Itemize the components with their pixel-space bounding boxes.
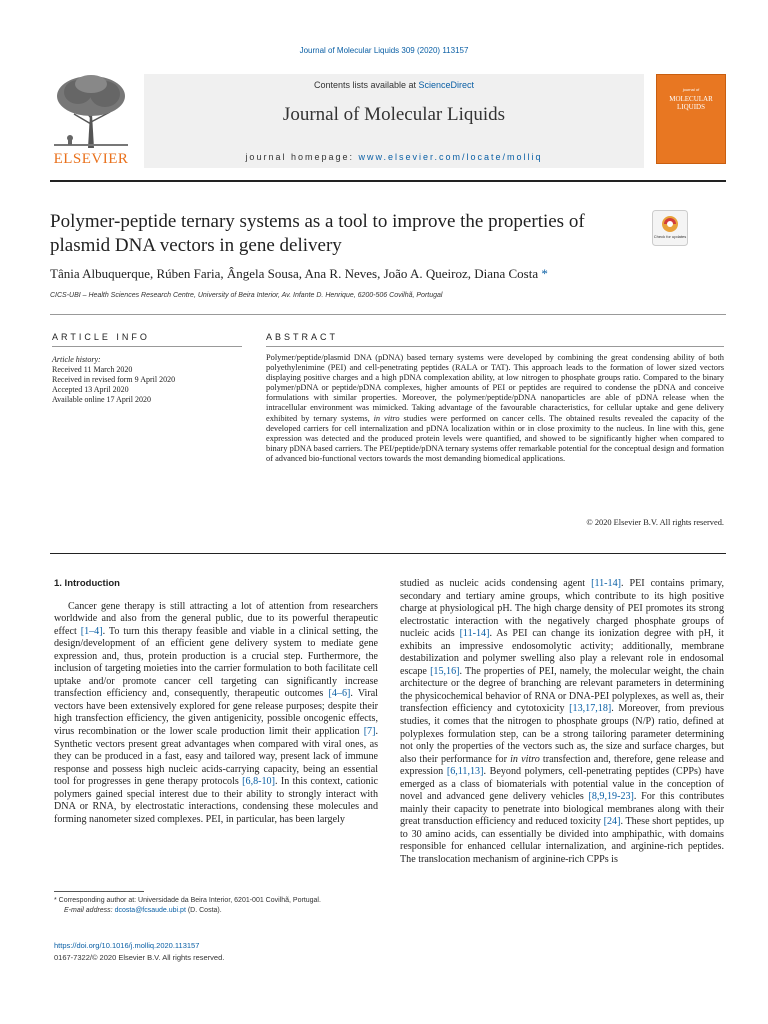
abstract-text: Polymer/peptide/plasmid DNA (pDNA) based ternary systems were developed by combining the great condensing ability of both polyethylenimine (PEI) and cell-penetrating peptides (RALA or TAT). This approach leads to the formation of lower sized vectors displaying positive charges and a high pDNA complexation ability, at low nitrogen to phosphate groups ratio. Compared to the binary polymer/pDNA or peptide/pDNA complexes, higher amounts of PEI or peptides are required to condense the pDNA and conceive formulations with similar properties. Moreover, the polymer/peptide/pDNA nanoparticles are able of pDNA release when the intracellular environment was mimicked. Taking advantage of the favourable characteristics, for cellular uptake and gene delivery exhibited by ternary systems, in vitro studies were performed on cancer cells. The obtained results revealed the capacity of the developed carriers for cell internalization and pDNA localization within or in close proximity to the nucleus. In line with this, gene expression was detected and the produced protein levels were quantified, and showed to be significantly higher when compared to binary pDNA based carriers. The PEI/peptide/pDNA ternary systems offer remarkable potential for the conceptual design and formation of advanced bio-functional vectors towards the most demanding biomedical applications.: [266, 353, 724, 463]
footnote: * Corresponding author at: Universidade da Beira Interior, 6201-001 Covilhã, Portugal. E-mail address: dcosta@fcsaude.ubi.pt (D. Costa).: [54, 897, 321, 914]
tree-icon: [50, 74, 132, 150]
citation-link[interactable]: [7]: [363, 726, 376, 738]
elsevier-wordmark: ELSEVIER: [53, 151, 129, 167]
body-column-left: [54, 578, 378, 826]
check-for-updates-badge[interactable]: [652, 210, 688, 246]
body-text: transfection and, therefore, gene release and expression: [400, 753, 724, 778]
masthead: [50, 74, 726, 168]
citation-link[interactable]: [24]: [603, 816, 621, 828]
journal-banner: [144, 74, 644, 168]
body-text: . PEI contains primary, secondary and tertiary amine groups, which contribute to its high positive charge at physiological pH. The high charge density of PEI promotes its strong electrostatic interaction with the negatively charged phosphate groups of nucleic acids: [400, 578, 724, 640]
body-text: . As PEI can change its ionization degree with pH, it exhibits an impressive endosomolytic activity; additionally, membrane destabilization and polymer swelling also play a relevant role in endosomal escape: [400, 628, 724, 677]
body-text: studied as nucleic acids condensing agent: [400, 578, 592, 589]
citation-link[interactable]: [6,8-10]: [242, 776, 275, 788]
body-text: . Synthetic vectors present great advantages when compared with viral ones, as they can be produced in a fast, easy and tailored way, present lack of immune response and possess high nucleic acids-carrying capacity, being an essential tool for progresses in gene therapy protocols: [54, 726, 378, 788]
doi-link[interactable]: https://doi.org/10.1016/j.molliq.2020.113157: [54, 941, 200, 950]
citation-link[interactable]: [6,11,13]: [446, 766, 484, 778]
body-text: . The properties of PEI, namely, the molecular weight, the chain architecture or the degree of branching are relevant parameters in determining the physicochemical behavior of RNA or DNA-PEI polyplexes, as well as, their transfection efficiency and cytotoxicity: [400, 665, 724, 715]
body-text: . Moreover, from previous studies, it comes that the nitrogen to phosphate groups (N/P) ratio, defined at polyplexes formulation step, can be a strong tailoring parameter determining not only the properties of the vectors such as, the size and surface charges, but also their performance for: [400, 703, 724, 765]
author-list: Tânia Albuquerque, Rúben Faria, Ângela Sousa, Ana R. Neves, João A. Queiroz, Diana Costa *: [50, 266, 548, 281]
affiliation: CICS-UBI – Health Sciences Research Centre, University of Beira Interior, Av. Infante D. Henrique, 6200-506 Covilhã, Portugal: [50, 292, 443, 299]
body-text: . These short peptides, up to 30 amino acids, can essentially be divided into amphipathic, with domains responsible for enhanced cellular internalization, and arginine-rich peptides. The translocation mechanism of arginine-rich CPPs is: [400, 816, 724, 866]
body-text: . For this contributes mainly their capacity to penetrate into biological membranes along with their great transduction efficiency and reduced toxicity: [400, 791, 724, 828]
journal-reference[interactable]: Journal of Molecular Liquids 309 (2020) 113157: [299, 46, 469, 55]
footnote-rule: [54, 891, 144, 892]
article-title: Polymer-peptide ternary systems as a tool to improve the properties of plasmid DNA vectors in gene delivery: [50, 211, 585, 256]
issn-line: 0167-7322/© 2020 Elsevier B.V. All rights reserved.: [54, 953, 225, 962]
article-history: Article history: Received 11 March 2020 Received in revised form 9 April 2020 Accepted 13 April 2020 Available online 17 April 2020: [52, 355, 176, 404]
body-text: . Beyond polymers, cell-penetrating peptides (CPPs) have emerged as a class of biomaterials with potential value in the conception of novel and advanced gene delivery vehicles: [400, 766, 724, 803]
citation-link[interactable]: [1–4]: [80, 625, 103, 637]
doi-block: [54, 940, 454, 964]
journal-title: Journal of Molecular Liquids: [282, 104, 506, 125]
article-info-rule: [52, 346, 242, 347]
abstract-bottom-rule: [50, 553, 726, 554]
homepage-line: journal homepage: www.elsevier.com/locate/molliq: [245, 152, 543, 162]
journal-cover-image[interactable]: journal of MOLECULAR LIQUIDS: [656, 74, 726, 164]
homepage-link[interactable]: www.elsevier.com/locate/molliq: [358, 152, 543, 162]
body-text: . In this context, cationic polymers gained special interest due to their ability to strongly interact with DNA or RNA, by electrostatic interactions, condensing these molecules and forming nanometer sized complexes. PEI, in particular, has been largely: [54, 776, 379, 825]
corresponding-author-mark[interactable]: *: [538, 266, 548, 281]
abstract-rule: [266, 346, 724, 347]
intro-paragraph-right: [400, 578, 724, 867]
intro-paragraph-left: [54, 601, 378, 827]
check-badge-label: Check for updates: [653, 234, 687, 239]
citation-link[interactable]: [11-14]: [459, 628, 490, 640]
italic-term: in vitro: [510, 753, 540, 765]
affiliation-rule: [50, 314, 726, 315]
contents-line: Contents lists available at ScienceDirect: [313, 80, 475, 90]
author-email-link[interactable]: dcosta@fcsaude.ubi.pt: [114, 907, 186, 914]
body-column-right: [400, 578, 724, 867]
citation-link[interactable]: [8,9,19-23]: [588, 791, 634, 803]
body-text: . To turn this therapy feasible and viable in a clinical setting, the design/development of an efficient gene delivery system to mediate gene expression and, thus, protein production is a crucial step. Furthermore, the inclusion of targeting moieties into the carrier formulation to both facilitate cell uptake and/or promote cancer cell targeting can significantly increase transfection efficiency and, consequently, therapeutic outcomes: [54, 625, 379, 700]
header-rule: [50, 180, 726, 182]
introduction-heading: 1. Introduction: [54, 578, 120, 589]
citation-link[interactable]: [13,17,18]: [569, 703, 612, 715]
citation-link[interactable]: [11-14]: [591, 578, 621, 589]
body-text: . Viral vectors have been extensively explored for gene release purposes; despite their high transfection efficiency, the given antigenicity, possible oncogenic effects, virus recombination or the lower scale production limit their application: [54, 688, 378, 738]
citation-link[interactable]: [15,16]: [430, 665, 460, 677]
citation-link[interactable]: [4–6]: [328, 688, 351, 700]
elsevier-tree-logo: [50, 74, 132, 168]
body-text: Cancer gene therapy is still attracting a lot of attention from researchers worldwide and also from the general public, due to its powerful therapeutic effect: [54, 600, 378, 637]
sciencedirect-link[interactable]: ScienceDirect: [418, 80, 475, 90]
check-for-updates-icon: [652, 210, 688, 246]
article-info-heading: ARTICLE INFO: [52, 332, 150, 342]
abstract-heading: ABSTRACT: [266, 332, 339, 342]
abstract-copyright: © 2020 Elsevier B.V. All rights reserved.: [586, 518, 724, 527]
